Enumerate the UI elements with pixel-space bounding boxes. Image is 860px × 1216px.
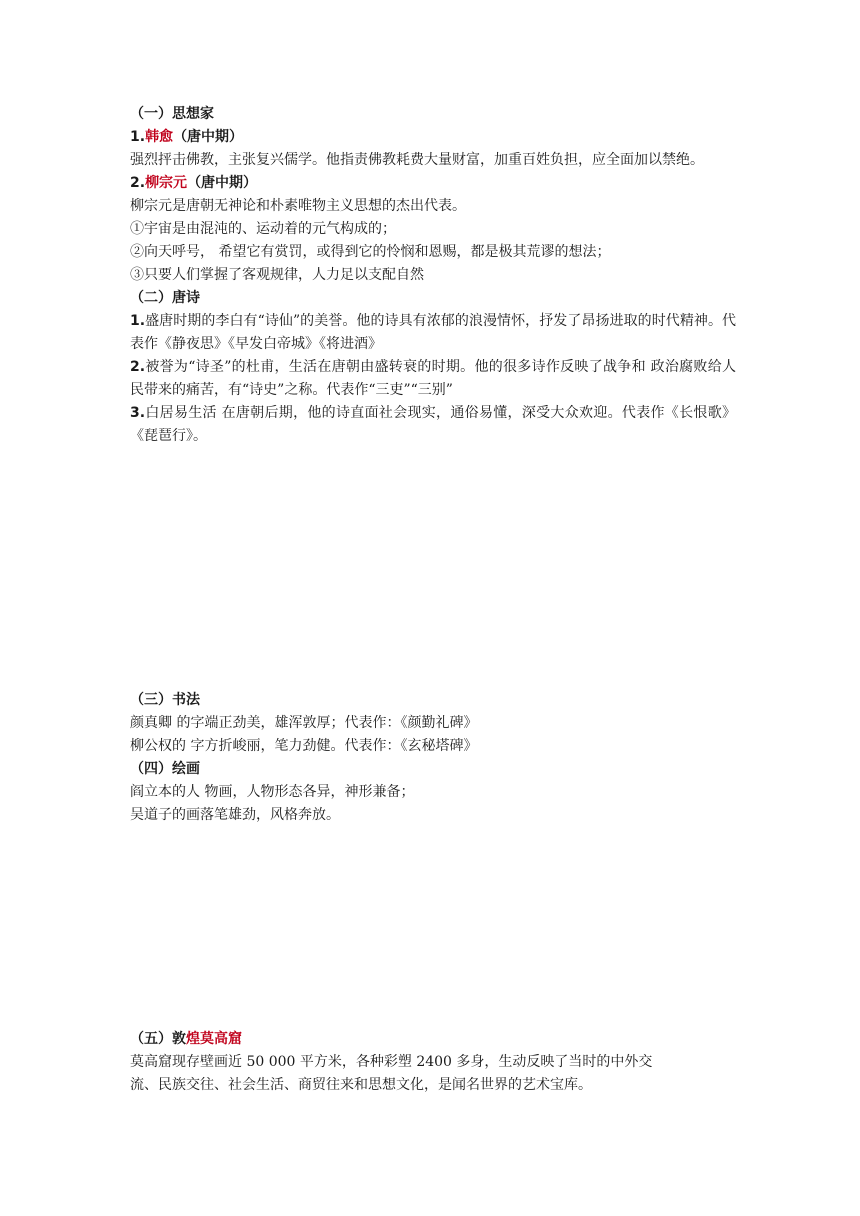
poetry-paragraph-2 (130, 356, 736, 401)
liu-zongyuan-description: 柳宗元是唐朝无神论和朴素唯物主义思想的杰出代表。 (130, 198, 466, 214)
heading-prefix: （五）敦 (130, 1031, 186, 1047)
mogao-description-line-1: 莫高窟现存壁画近 50 000 平方米，各种彩塑 2400 多身，生动反映了当时的中外交 (130, 1054, 653, 1070)
item-number: 1. (130, 313, 146, 329)
calligraphy-yan-zhenqing: 颜真卿 的字端正劲美，雄浑敦厚；代表作：《颜勤礼碑》 (130, 715, 478, 731)
section-heading-calligraphy: （三）书法 (130, 692, 200, 708)
point-2: ②向天呼号， 希望它有赏罚，或得到它的怜悯和恩赐，都是极其荒谬的想法； (130, 244, 611, 260)
painting-wu-daozi: 吴道子的画落笔雄劲，风格奔放。 (130, 807, 340, 823)
section-heading-thinkers: （一）思想家 (130, 106, 214, 122)
calligraphy-liu-gongquan: 柳公权的 字方折峻丽，笔力劲健。代表作：《玄秘塔碑》 (130, 738, 478, 754)
name-liu-zongyuan: 柳宗元 (145, 175, 188, 191)
section-heading-mogao-caves (130, 1028, 736, 1051)
period-label: （唐中期） (187, 175, 258, 191)
heading-highlight: 煌莫高窟 (186, 1031, 242, 1047)
point-3: ③只要人们掌握了客观规律，人力足以支配自然 (130, 267, 424, 283)
item-liu-zongyuan-title (130, 172, 736, 195)
period-label: （唐中期） (173, 129, 244, 145)
item-number: 2. (130, 359, 146, 375)
han-yu-description: 强烈抨击佛教，主张复兴儒学。他指责佛教耗费大量财富，加重百姓负担，应全面加以禁绝。 (130, 152, 704, 168)
item-number: 1. (130, 129, 146, 145)
item-han-yu-title (130, 126, 736, 149)
poetry-paragraph-3 (130, 402, 736, 447)
point-1: ①宇宙是由混沌的、运动着的元气构成的； (130, 221, 396, 237)
painting-yan-liben: 阎立本的人 物画，人物形态各异，神形兼备； (130, 784, 415, 800)
section-heading-painting: （四）绘画 (130, 761, 200, 777)
paragraph-text: 白居易生活 在唐朝后期，他的诗直面社会现实，通俗易懂，深受大众欢迎。代表作《长恨歌》《琵琶行》。 (130, 405, 736, 444)
item-number: 3. (130, 405, 146, 421)
section-heading-tang-poetry: （二）唐诗 (130, 290, 200, 306)
mogao-description-line-2: 流、民族交往、社会生活、商贸往来和思想文化，是闻名世界的艺术宝库。 (130, 1077, 592, 1093)
item-number: 2. (130, 175, 146, 191)
paragraph-text: 盛唐时期的李白有“诗仙”的美誉。他的诗具有浓郁的浪漫情怀，抒发了昂扬进取的时代精神。代表作《静夜思》《早发白帝城》《将进酒》 (130, 313, 736, 352)
name-han-yu: 韩愈 (145, 129, 174, 145)
paragraph-text: 被誉为“诗圣”的杜甫，生活在唐朝由盛转衰的时期。他的很多诗作反映了战争和 政治腐败给人民带来的痛苦，有“诗史”之称。代表作“三吏”“三别” (130, 359, 736, 398)
poetry-paragraph-1 (130, 310, 736, 355)
